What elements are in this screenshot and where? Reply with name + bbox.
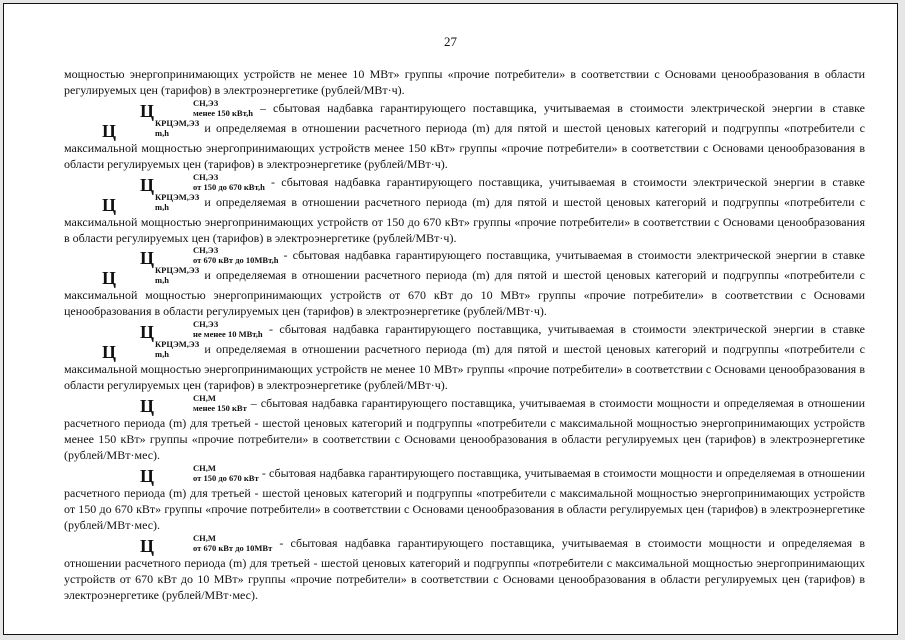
formula-superscript: СН,М: [193, 392, 216, 403]
formula-superscript: КРЦЭМ,ЭЗ: [155, 265, 200, 276]
formula-superscript: КРЦЭМ,ЭЗ: [155, 339, 200, 350]
definition-paragraph: Ц СН,ЭЗ менее 150 кВт,h – сбытовая надбавка гарантирующего поставщика, учитываемая в стоимости электрической энергии в ставке Ц КРЦЭМ,ЭЗ m,h и определяемая в отношении расчетного периода (m) для пятой и шестой ценовых категорий и подгруппы «потребители с максимальной мощностью энергопринимающих устройств менее 150 кВт» группы «прочие потребители» в соответствии с Основами ценообразования в области регулируемых цен (тарифов) в электроэнергетике (рублей/МВт·ч).: [64, 97, 865, 171]
formula-subscript: не менее 10 МВт,h: [193, 329, 263, 340]
rate-symbol: [64, 339, 200, 363]
formula-symbol-base: Ц: [140, 248, 155, 269]
definition-paragraph: Ц СН,М менее 150 кВт – сбытовая надбавка гарантирующего поставщика, учитываемая в стоимости мощности и определяемая в отношении расчетного периода (m) для третьей - шестой ценовых категорий и подгруппы «потребители с максимальной мощностью энергопринимающих устройств менее 150 кВт» группы «прочие потребители» в соответствии с Основами ценообразования в области регулируемых цен (тарифов) в электроэнергетике (рублей/МВт·мес).: [64, 392, 865, 463]
formula-subscript: m,h: [155, 275, 169, 286]
formula-superscript: СН,ЭЗ: [193, 97, 219, 108]
formula-symbol: [102, 392, 247, 416]
formula-subscript: менее 150 кВт: [193, 402, 247, 413]
formula-subscript: от 670 кВт до 10МВт,h: [193, 255, 279, 266]
formula-symbol-base: Ц: [102, 194, 117, 215]
formula-symbol: [102, 462, 259, 486]
definition-paragraph: Ц СН,М от 670 кВт до 10МВт - сбытовая надбавка гарантирующего поставщика, учитываемая в стоимости мощности и определяемая в отношении расчетного периода (m) для третьей - шестой ценовых категорий и подгруппы «потребители с максимальной мощностью энергопринимающих устройств от 670 кВт до 10 МВт» группы «прочие потребители» в соответствии с Основами ценообразования в области регулируемых цен (тарифов) в электроэнергетике (рублей/МВт·мес).: [64, 532, 865, 602]
formula-subscript: от 150 до 670 кВт: [193, 472, 259, 483]
formula-symbol-base: Ц: [140, 322, 155, 343]
formula-superscript: СН,ЭЗ: [193, 245, 219, 256]
document-page: [3, 3, 898, 635]
formula-subscript: m,h: [155, 201, 169, 212]
formula-superscript: СН,М: [193, 532, 216, 543]
page-number: 27: [444, 34, 457, 49]
formula-subscript: m,h: [155, 127, 169, 138]
formula-subscript: менее 150 кВт,h: [193, 107, 253, 118]
formula-superscript: СН,М: [193, 462, 216, 473]
formula-symbol: [102, 171, 265, 195]
formula-subscript: m,h: [155, 349, 169, 360]
formula-symbol-base: Ц: [140, 395, 155, 416]
formula-symbol-base: Ц: [102, 268, 117, 289]
formula-symbol-base: Ц: [102, 342, 117, 363]
paragraph-continuation: мощностью энергопринимающих устройств не менее 10 МВт» группы «прочие потребители» в соответствии с Основами ценообразования в области регулируемых цен (тарифов) в электроэнергетике (рублей/МВт·ч).: [64, 67, 865, 98]
formula-symbol-base: Ц: [102, 120, 117, 141]
formula-symbol: [102, 532, 273, 556]
rate-symbol: [64, 117, 200, 141]
formula-superscript: КРЦЭМ,ЭЗ: [155, 191, 200, 202]
formula-superscript: СН,ЭЗ: [193, 171, 219, 182]
formula-symbol-base: Ц: [140, 100, 155, 121]
formula-symbol-base: Ц: [140, 174, 155, 195]
definition-paragraph: Ц СН,ЭЗ от 150 до 670 кВт,h - сбытовая надбавка гарантирующего поставщика, учитываемая в стоимости электрической энергии в ставке Ц КРЦЭМ,ЭЗ m,h и определяемая в отношении расчетного периода (m) для пятой и шестой ценовых категорий и подгруппы «потребители с максимальной мощностью энергопринимающих устройств от 150 до 670 кВт» группы «прочие потребители» в соответствии с Основами ценообразования в области регулируемых цен (тарифов) в электроэнергетике (рублей/МВт·ч).: [64, 171, 865, 245]
formula-symbol-base: Ц: [140, 465, 155, 486]
rate-symbol: [64, 265, 200, 289]
definition-paragraph: Ц СН,ЭЗ от 670 кВт до 10МВт,h - сбытовая надбавка гарантирующего поставщика, учитываемая в стоимости электрической энергии в ставке Ц КРЦЭМ,ЭЗ m,h и определяемая в отношении расчетного периода (m) для пятой и шестой ценовых категорий и подгруппы «потребители с максимальной мощностью энергопринимающих устройств от 670 кВт до 10 МВт» группы «прочие потребители» в соответствии с Основами ценообразования в области регулируемых цен (тарифов) в электроэнергетике (рублей/МВт·ч).: [64, 245, 865, 319]
page-body: [64, 66, 865, 605]
formula-subscript: от 670 кВт до 10МВт: [193, 542, 273, 553]
definition-paragraph: Ц СН,М от 150 до 670 кВт - сбытовая надбавка гарантирующего поставщика, учитываемая в стоимости мощности и определяемая в отношении расчетного периода (m) для третьей - шестой ценовых категорий и подгруппы «потребители с максимальной мощностью энергопринимающих устройств от 150 до 670 кВт» группы «прочие потребители» в соответствии с Основами ценообразования в области регулируемых цен (тарифов) в электроэнергетике (рублей/МВт·мес).: [64, 462, 865, 532]
formula-subscript: от 150 до 670 кВт,h: [193, 181, 265, 192]
formula-superscript: КРЦЭМ,ЭЗ: [155, 117, 200, 128]
formula-symbol-base: Ц: [140, 535, 155, 556]
definition-paragraph: Ц СН,ЭЗ не менее 10 МВт,h - сбытовая надбавка гарантирующего поставщика, учитываемая в стоимости электрической энергии в ставке Ц КРЦЭМ,ЭЗ m,h и определяемая в отношении расчетного периода (m) для пятой и шестой ценовых категорий и подгруппы «потребители с максимальной мощностью энергопринимающих устройств не менее 10 МВт» группы «прочие потребители» в соответствии с Основами ценообразования в области регулируемых цен (тарифов) в электроэнергетике (рублей/МВт·ч).: [64, 319, 865, 393]
rate-symbol: [64, 191, 200, 215]
formula-superscript: СН,ЭЗ: [193, 319, 219, 330]
